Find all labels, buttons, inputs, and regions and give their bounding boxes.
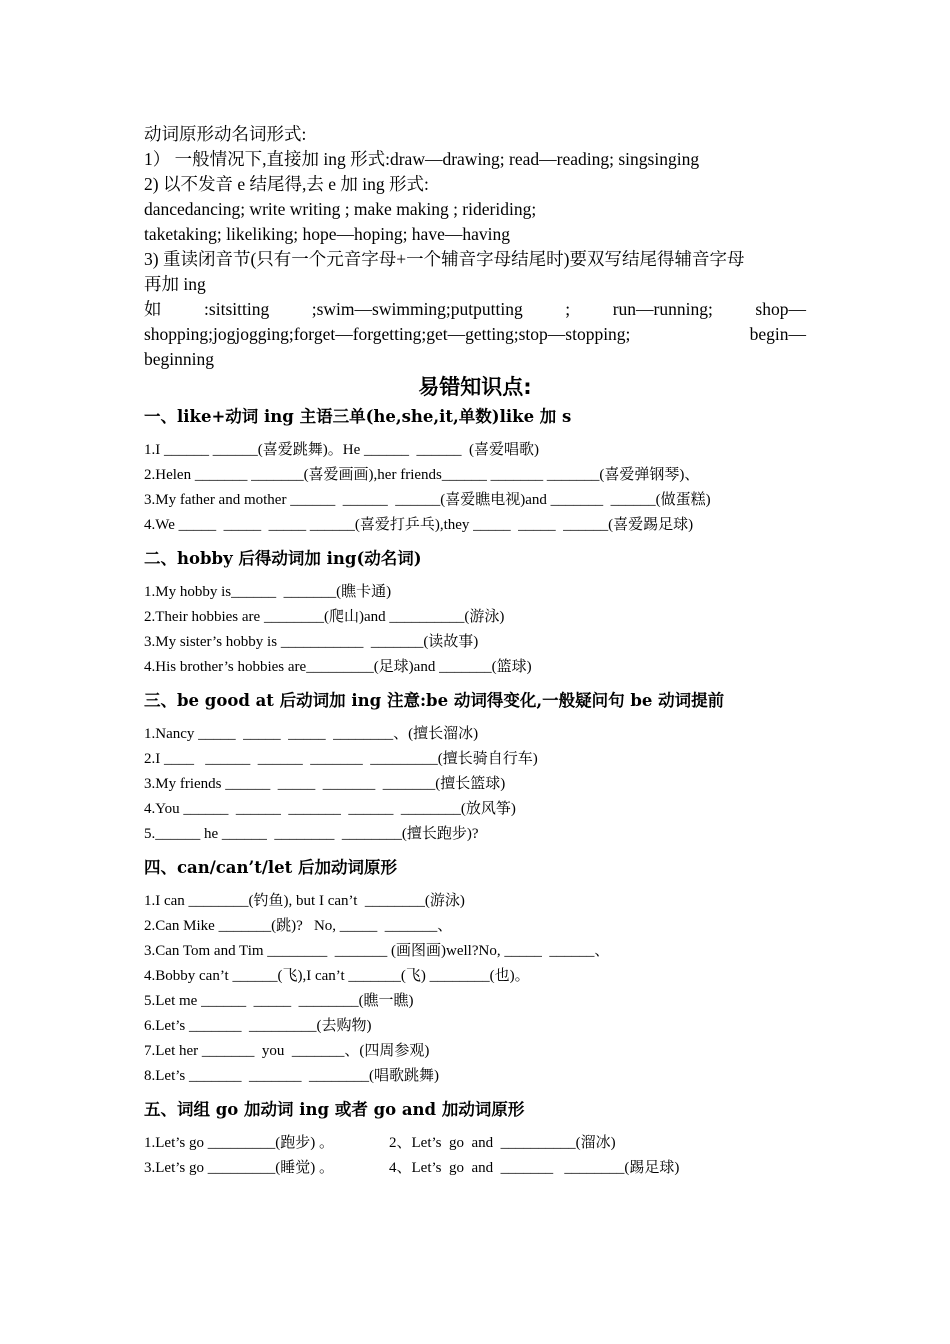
exercise-row: [144, 1156, 806, 1181]
exercise-item: 3.Let’s go _________(睡觉) 。: [144, 1160, 334, 1176]
intro-line-justified: [144, 322, 806, 347]
intro-line: 1） 一般情况下,直接加 ing 形式:draw—drawing; read—reading; singsinging: [144, 149, 700, 169]
intro-line: 3) 重读闭音节(只有一个元音字母+一个辅音字母结尾时)要双写结尾得辅音字母: [144, 249, 745, 269]
exercise-line: 5.Let me ______ _____ ________(瞧一瞧): [144, 993, 414, 1009]
section-title: 四、can/can’t/let 后加动词原形: [144, 858, 398, 877]
exercise-line: 4.His brother’s hobbies are_________(足球)and _______(篮球): [144, 659, 532, 675]
exercise-line: 4.We _____ _____ _____ ______(喜爱打乒乓),they _____ _____ ______(喜爱踢足球): [144, 517, 694, 533]
intro-line-justified: [144, 297, 806, 322]
exercise-line: 2.Helen _______ _______(喜爱画画),her friends______ _______ _______(喜爱弹钢琴)、: [144, 467, 700, 483]
exercise-line: 3.My father and mother ______ ______ ______(喜爱瞧电视)and _______ ______(做蛋糕): [144, 492, 711, 508]
section-title: 三、be good at 后动词加 ing 注意:be 动词得变化,一般疑问句 be 动词提前: [144, 691, 725, 710]
intro-word: run—running;: [612, 299, 713, 319]
section-title: 二、hobby 后得动词加 ing(动名词): [144, 549, 422, 568]
exercise-line: 6.Let’s _______ _________(去购物): [144, 1018, 372, 1034]
intro-word: 如: [144, 299, 162, 319]
exercise-row: [144, 1131, 806, 1156]
intro-word: ;: [565, 299, 571, 319]
exercise-line: 4.You ______ ______ _______ ______ ________(放风筝): [144, 801, 516, 817]
exercise-item: 2、Let’s go and __________(溜冰): [389, 1135, 616, 1151]
section-title: 五、词组 go 加动词 ing 或者 go and 加动词原形: [144, 1100, 525, 1119]
intro-word: shopping;jogjogging;forget—forgetting;get—getting;stop—stopping;: [144, 324, 631, 344]
intro-word: begin—: [749, 324, 806, 344]
intro-word: ;swim—swimming;putputting: [311, 299, 523, 319]
section-title: 一、like+动词 ing 主语三单(he,she,it,单数)like 加 s: [144, 407, 572, 426]
intro-line: 再加 ing: [144, 274, 206, 294]
exercise-line: 4.Bobby can’t ______(飞),I can’t _______(飞) ________(也)。: [144, 968, 530, 984]
exercise-line: 7.Let her _______ you _______、(四周参观): [144, 1043, 430, 1059]
exercise-line: 1.My hobby is______ _______(瞧卡通): [144, 584, 392, 600]
intro-word: shop—: [755, 299, 806, 319]
intro-word: :sitsitting: [204, 299, 270, 319]
page-heading: 易错知识点:: [418, 375, 532, 399]
exercise-line: 2.Can Mike _______(跳)? No, _____ _______、: [144, 918, 453, 934]
exercise-line: 2.I ____ ______ ______ _______ _________(擅长骑自行车): [144, 751, 538, 767]
exercise-line: 1.I can ________(钓鱼), but I can’t ________(游泳): [144, 893, 465, 909]
intro-line: 2) 以不发音 e 结尾得,去 e 加 ing 形式:: [144, 174, 429, 194]
exercise-line: 3.My sister’s hobby is ___________ _______(读故事): [144, 634, 479, 650]
exercise-line: 1.Nancy _____ _____ _____ ________、(擅长溜冰): [144, 726, 479, 742]
exercise-line: 8.Let’s _______ _______ ________(唱歌跳舞): [144, 1068, 439, 1084]
exercise-item: 1.Let’s go _________(跑步) 。: [144, 1135, 334, 1151]
exercise-line: 3.My friends ______ _____ _______ _______(擅长篮球): [144, 776, 506, 792]
intro-line: taketaking; likeliking; hope—hoping; have—having: [144, 224, 510, 244]
exercise-line: 3.Can Tom and Tim ________ _______ (画图画)well?No, _____ ______、: [144, 943, 610, 959]
intro-line: dancedancing; write writing ; make making ; rideriding;: [144, 199, 537, 219]
exercise-line: 5.______ he ______ ________ ________(擅长跑步)?: [144, 826, 479, 842]
exercise-line: 1.I ______ ______(喜爱跳舞)。He ______ ______ (喜爱唱歌): [144, 442, 539, 458]
intro-line: beginning: [144, 349, 214, 369]
intro-line: 动词原形动名词形式:: [144, 124, 307, 144]
exercise-item: 4、Let’s go and _______ ________(踢足球): [389, 1160, 680, 1176]
exercise-line: 2.Their hobbies are ________(爬山)and __________(游泳): [144, 609, 505, 625]
document-page: [144, 122, 806, 1181]
